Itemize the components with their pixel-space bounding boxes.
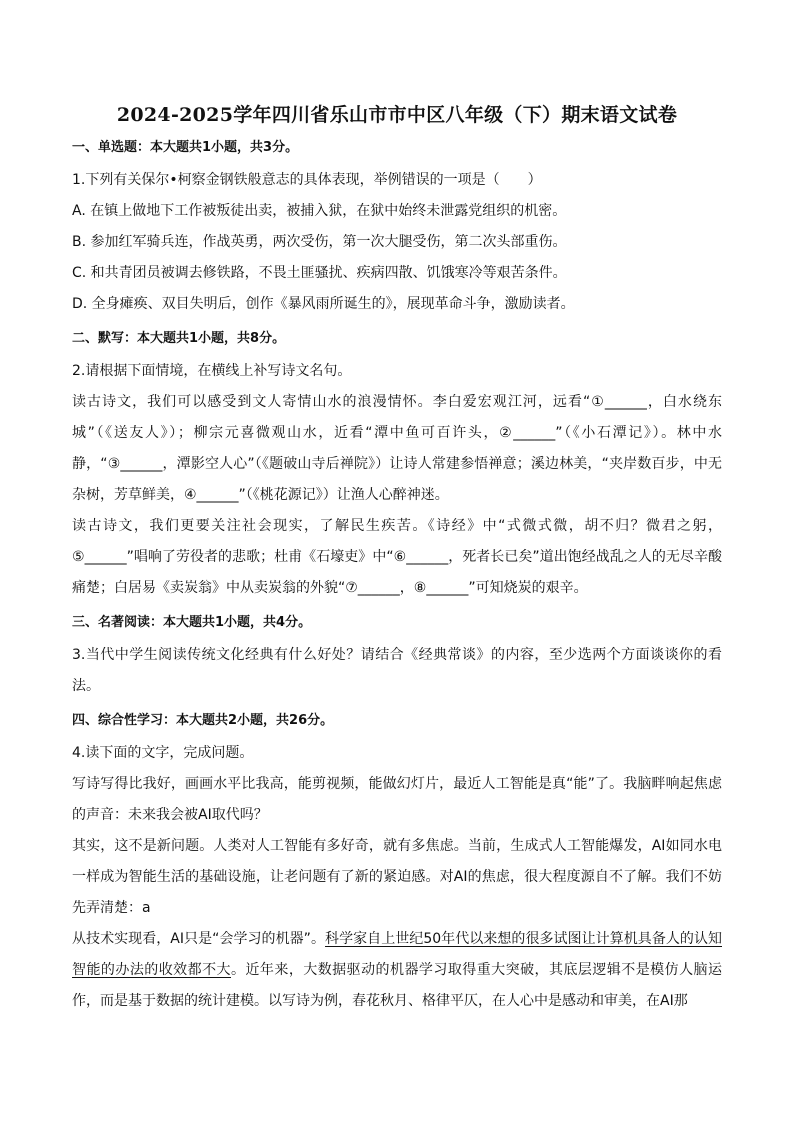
underlined-sentence: 科学家自上世纪50年代以来想的很多试图让计算机具备人的认知智能的办法的收效都不大 bbox=[72, 931, 722, 978]
option-c: C. 和共青团员被调去修铁路，不畏土匪骚扰、疾病四散、饥饿寒冷等艰苦条件。 bbox=[72, 265, 567, 281]
question-1-stem: 1.下列有关保尔•柯察金钢铁般意志的具体表现，举例错误的一项是（ ） bbox=[72, 172, 542, 188]
question-3-stem: 3.当代中学生阅读传统文化经典有什么好处？请结合《经典常谈》的内容，至少选两个方面谈谈你的看法。 bbox=[72, 647, 722, 694]
section-desc: 本大题共1小题，共4分。 bbox=[163, 615, 312, 630]
page-title: 2024-2025学年四川省乐山市市中区八年级（下）期末语文试卷 bbox=[116, 104, 678, 126]
option-a: A. 在镇上做地下工作被叛徒出卖，被捕入狱，在狱中始终未泄露党组织的机密。 bbox=[72, 203, 567, 219]
section-desc: 本大题共1小题，共3分。 bbox=[150, 140, 299, 155]
paragraph-text: 。近年来，大数据驱动的机器学习取得重大突破，其底层逻辑不是模仿人脑运作，而是基于数据的统计建模。以写诗为例，春花秋月、格律平仄，在人心中是感动和审美，在AI那 bbox=[72, 962, 722, 1009]
section-name: 三、名著阅读： bbox=[72, 615, 164, 630]
section-desc: 本大题共1小题，共8分。 bbox=[137, 331, 286, 346]
question-4-paragraph-1: 写诗写得比我好，画画水平比我高，能剪视频，能做幻灯片，最近人工智能是真“能”了。我脑畔响起焦虑的声音：未来我会被AI取代吗？ bbox=[72, 776, 722, 823]
section-desc: 本大题共2小题，共26分。 bbox=[176, 713, 334, 728]
question-4-paragraph-3 bbox=[72, 924, 722, 1017]
question-2-paragraph-1: 读古诗文，我们可以感受到文人寄情山水的浪漫情怀。李白爱宏观江河，远看“①______，白水绕东城”（《送友人》）；柳宗元喜微观山水，近看“潭中鱼可百许头，②______”（《小石潭记》）。林中水静，“③______，潭影空人心”（《题破山寺后禅院》）让诗人常建参悟禅意；溪边林美，“夹岸数百步，中无杂树，芳草鲜美，④______”（《桃花源记》）让渔人心醉神迷。 bbox=[72, 394, 722, 503]
section-heading-1 bbox=[72, 139, 722, 157]
question-4-stem: 4.读下面的文字，完成问题。 bbox=[72, 745, 254, 761]
section-name: 四、综合性学习： bbox=[72, 713, 177, 728]
paragraph-text: 从技术实现看，AI只是“会学习的机器”。 bbox=[72, 931, 326, 947]
section-heading-4 bbox=[72, 712, 722, 730]
question-2-stem: 2.请根据下面情境，在横线上补写诗文名句。 bbox=[72, 363, 352, 379]
section-name: 二、默写： bbox=[72, 331, 138, 346]
option-d: D. 全身瘫痪、双目失明后，创作《暴风雨所诞生的》，展现革命斗争，激励读者。 bbox=[72, 296, 575, 312]
question-4-paragraph-2: 其实，这不是新问题。人类对人工智能有多好奇，就有多焦虑。当前，生成式人工智能爆发，AI如同水电一样成为智能生活的基础设施，让老问题有了新的紧迫感。对AI的焦虑，很大程度源自不了解。我们不妨先弄清楚：a bbox=[72, 838, 722, 916]
option-b: B. 参加红军骑兵连，作战英勇，两次受伤，第一次大腿受伤，第二次头部重伤。 bbox=[72, 234, 567, 250]
question-2-paragraph-2: 读古诗文，我们更要关注社会现实，了解民生疾苦。《诗经》中“式微式微，胡不归？微君之躬，⑤______”唱响了劳役者的悲歌；杜甫《石壕吏》中“⑥______，死者长已矣”道出饱经战乱之人的无尽辛酸痛楚；白居易《卖炭翁》中从卖炭翁的外貌“⑦______，⑧______”可知烧炭的艰辛。 bbox=[72, 518, 722, 596]
section-name: 一、单选题： bbox=[72, 140, 151, 155]
section-heading-3 bbox=[72, 614, 722, 632]
section-heading-2 bbox=[72, 330, 722, 348]
